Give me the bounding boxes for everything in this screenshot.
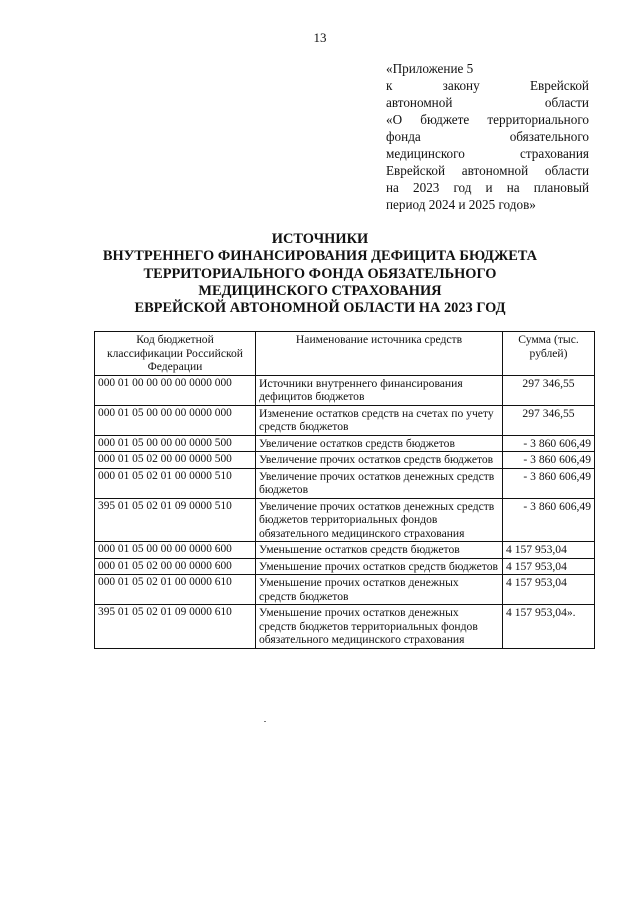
row-code: 000 01 05 02 00 00 0000 500 — [95, 452, 256, 469]
appendix-line: на 2023 год и на плановый — [386, 180, 589, 195]
table-row — [95, 498, 595, 542]
row-name: Источники внутреннего финансирования дефицитов бюджетов — [256, 375, 503, 405]
appendix-line: к закону Еврейской — [386, 78, 589, 93]
row-code: 000 01 05 00 00 00 0000 600 — [95, 542, 256, 559]
row-sum: 297 346,55 — [503, 405, 595, 435]
table-row — [95, 375, 595, 405]
title-line: ТЕРРИТОРИАЛЬНОГО ФОНДА ОБЯЗАТЕЛЬНОГО — [143, 265, 497, 282]
row-sum: 4 157 953,04 — [503, 558, 595, 575]
table-row — [95, 452, 595, 469]
page-number: 13 — [313, 30, 327, 45]
table-row — [95, 468, 595, 498]
title-line: ИСТОЧНИКИ — [271, 231, 369, 247]
row-sum: 4 157 953,04 — [503, 542, 595, 559]
row-name: Уменьшение остатков средств бюджетов — [256, 542, 503, 559]
row-sum: 4 157 953,04 — [503, 575, 595, 605]
row-sum: - 3 860 606,49 — [503, 468, 595, 498]
table-row — [95, 605, 595, 649]
row-name: Уменьшение прочих остатков средств бюджетов — [256, 558, 503, 575]
header-sum: Сумма (тыс. рублей) — [503, 332, 595, 376]
row-code: 000 01 00 00 00 00 0000 000 — [95, 375, 256, 405]
appendix-line: Еврейской автономной области — [386, 163, 589, 178]
appendix-line: медицинского страхования — [386, 146, 589, 161]
row-name: Увеличение остатков средств бюджетов — [256, 435, 503, 452]
appendix-note — [386, 60, 589, 213]
header-name: Наименование источника средств — [256, 332, 503, 376]
table-row — [95, 435, 595, 452]
row-sum: 297 346,55 — [503, 375, 595, 405]
row-code: 000 01 05 00 00 00 0000 000 — [95, 405, 256, 435]
header-code: Код бюджетной классификации Российской Федерации — [95, 332, 256, 376]
table-row — [95, 558, 595, 575]
row-sum: - 3 860 606,49 — [503, 435, 595, 452]
document-title — [60, 231, 580, 317]
row-code: 395 01 05 02 01 09 0000 510 — [95, 498, 256, 542]
table-header-row — [95, 332, 595, 376]
row-name: Изменение остатков средств на счетах по учету средств бюджетов — [256, 405, 503, 435]
title-line: МЕДИЦИНСКОГО СТРАХОВАНИЯ — [198, 282, 442, 299]
scan-speck — [264, 721, 266, 722]
row-code: 000 01 05 02 01 00 0000 510 — [95, 468, 256, 498]
appendix-line: период 2024 и 2025 годов» — [386, 197, 536, 212]
title-line: ЕВРЕЙСКОЙ АВТОНОМНОЙ ОБЛАСТИ НА 2023 ГОД — [134, 300, 506, 317]
row-sum: - 3 860 606,49 — [503, 498, 595, 542]
row-code: 000 01 05 00 00 00 0000 500 — [95, 435, 256, 452]
title-line: ВНУТРЕННЕГО ФИНАНСИРОВАНИЯ ДЕФИЦИТА БЮДЖЕТА — [102, 248, 538, 265]
table-row — [95, 542, 595, 559]
appendix-line: «О бюджете территориального — [386, 112, 589, 127]
row-name: Увеличение прочих остатков средств бюджетов — [256, 452, 503, 469]
table-row — [95, 575, 595, 605]
row-sum: 4 157 953,04». — [503, 605, 595, 649]
row-name: Увеличение прочих остатков денежных средств бюджетов территориальных фондов обязательного медицинского страхования — [256, 498, 503, 542]
appendix-line: «Приложение 5 — [386, 61, 474, 76]
row-name: Увеличение прочих остатков денежных средств бюджетов — [256, 468, 503, 498]
sources-table — [94, 331, 595, 649]
row-code: 000 01 05 02 01 00 0000 610 — [95, 575, 256, 605]
row-name: Уменьшение прочих остатков денежных средств бюджетов территориальных фондов обязательного медицинского страхования — [256, 605, 503, 649]
row-code: 395 01 05 02 01 09 0000 610 — [95, 605, 256, 649]
table-row — [95, 405, 595, 435]
row-sum: - 3 860 606,49 — [503, 452, 595, 469]
appendix-line: автономной области — [386, 95, 589, 110]
row-name: Уменьшение прочих остатков денежных средств бюджетов — [256, 575, 503, 605]
row-code: 000 01 05 02 00 00 0000 600 — [95, 558, 256, 575]
appendix-line: фонда обязательного — [386, 129, 589, 144]
